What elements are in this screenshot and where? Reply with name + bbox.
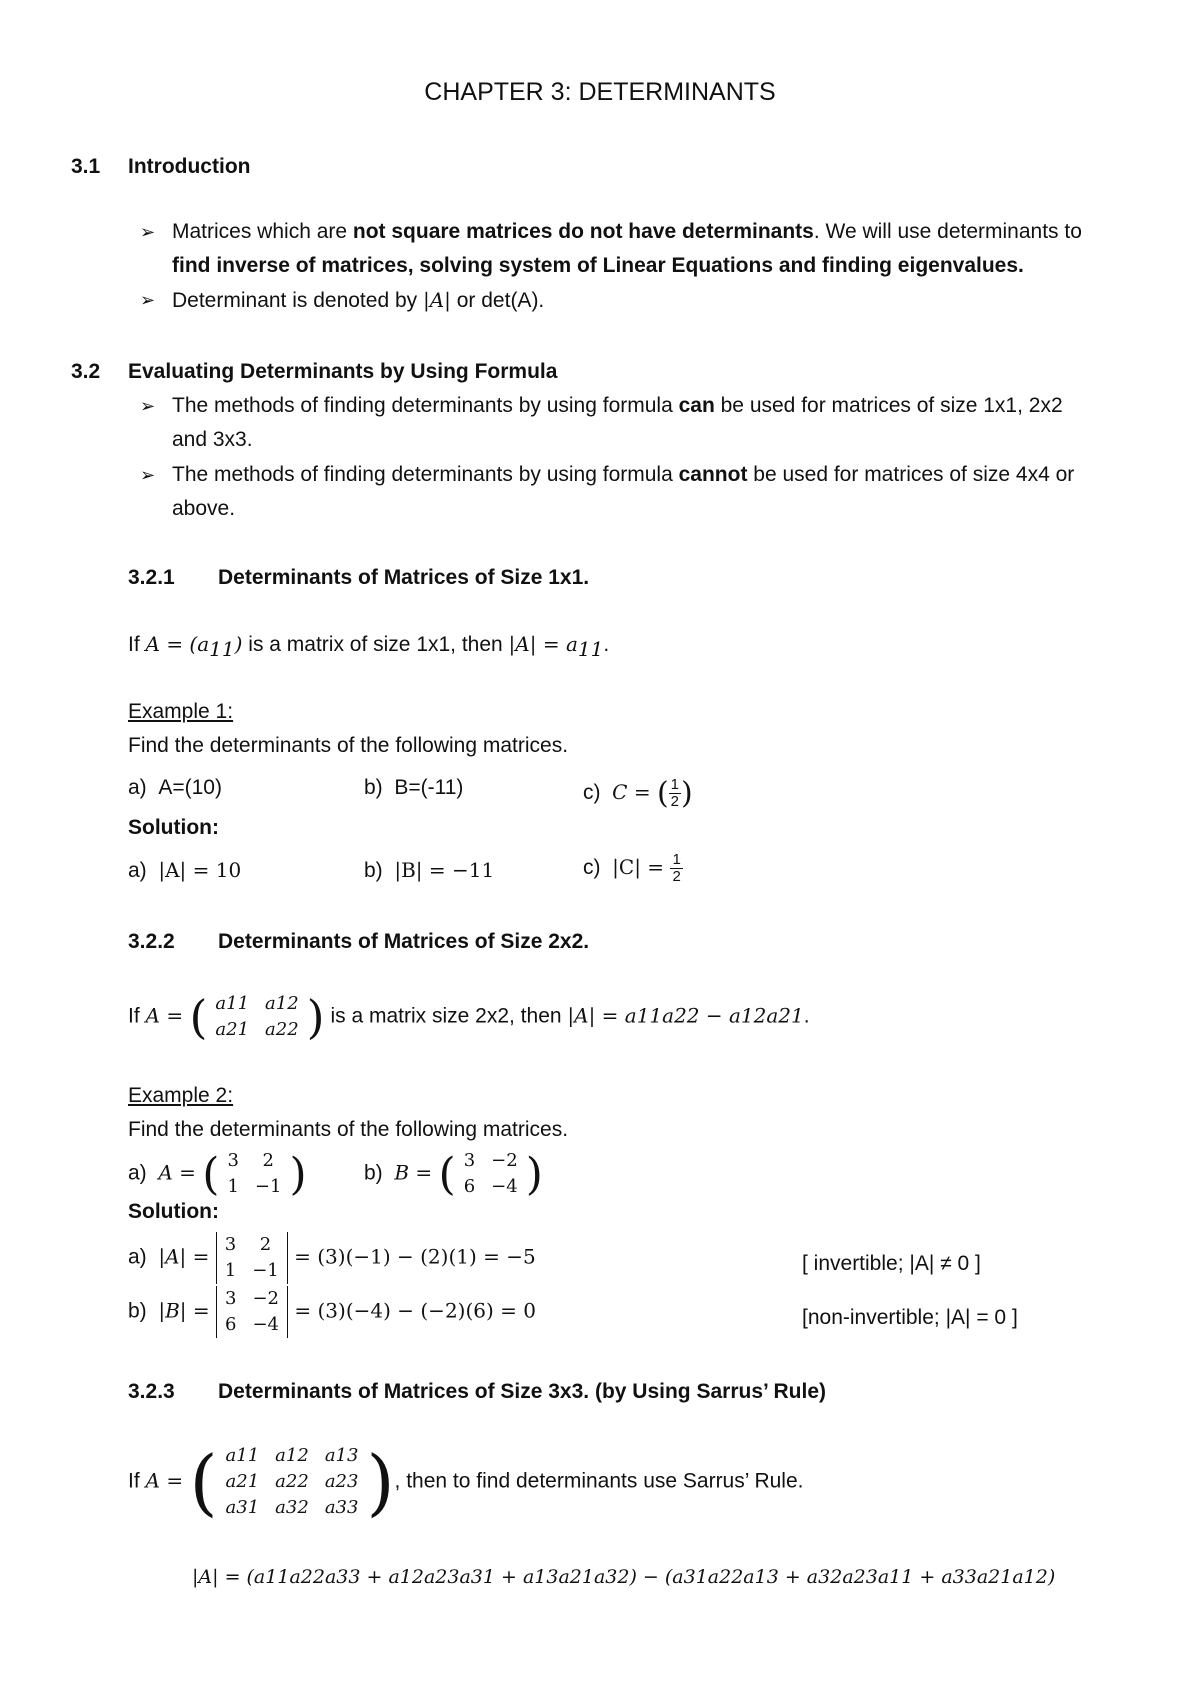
example-2-label: Example 2: (128, 1084, 234, 1107)
example-2-prompt: Find the determinants of the following matrices. (128, 1118, 569, 1141)
section-3-2-3-number: 3.2.3 (128, 1380, 175, 1403)
formula-bullet-1-line-1: The methods of finding determinants by using formula can be used for matrices of size 1x1, 2x2 (172, 394, 1063, 417)
section-3-2-1-number: 3.2.1 (128, 566, 175, 589)
example-1-solution-label: Solution: (128, 816, 219, 839)
section-3-2-heading: Evaluating Determinants by Using Formula (128, 360, 558, 383)
example-1-answer-b: b) |B| = −11 (364, 858, 495, 882)
example-1-prompt: Find the determinants of the following matrices. (128, 734, 569, 757)
example-1-answer-a: a) |A| = 10 (128, 858, 242, 882)
example-1-label: Example 1: (128, 700, 234, 723)
section-3-2-3-heading: Determinants of Matrices of Size 3x3. (by Using Sarrus’ Rule) (218, 1380, 827, 1403)
bullet-arrow-icon: ➢ (140, 290, 156, 310)
bullet-arrow-icon: ➢ (140, 396, 156, 416)
intro-bullet-2: Determinant is denoted by |A| or det(A). (172, 288, 545, 312)
bullet-arrow-icon: ➢ (140, 465, 156, 485)
formula-bullet-1-line-2: and 3x3. (172, 428, 253, 451)
intro-bullet-1-line-1: Matrices which are not square matrices do not have determinants. We will use determinants to (172, 220, 1082, 243)
section-3-2-1-heading: Determinants of Matrices of Size 1x1. (218, 566, 590, 589)
formula-bullet-2-line-2: above. (172, 497, 236, 520)
example-2-question-b: b) B = ( 3 −2 6 −4 ) (364, 1148, 543, 1200)
bullet-arrow-icon: ➢ (140, 222, 156, 242)
section-3-2-2-heading: Determinants of Matrices of Size 2x2. (218, 930, 590, 953)
section-3-2-number: 3.2 (71, 360, 101, 383)
example-2-answer-a: a) |A| = 3 2 1 −1 = (3)(−1) − (2)(1) = −5 (128, 1232, 536, 1284)
example-1-answer-c: c) |C| = $\frac{1}{2}$ (583, 851, 681, 885)
sarrus-formula: |A| = (a11a22a33 + a12a23a31 + a13a21a32) − (a31a22a13 + a32a23a11 + a33a21a12) (192, 1566, 1056, 1588)
definition-2x2: If A = ( a11 a12 a21 a22 ) is a matrix size 2x2, then |A| = a11a22 − a12a21. (128, 990, 810, 1044)
example-2-note-a: [ invertible; |A| ≠ 0 ] (802, 1252, 981, 1275)
section-3-1-number: 3.1 (71, 155, 101, 178)
definition-3x3: If A = ( a11 a12 a13 a21 a22 a23 a31 a32 a33 ), then to find determinants use Sarrus’ Rule. (128, 1440, 804, 1524)
page-title: CHAPTER 3: DETERMINANTS (424, 78, 776, 106)
example-2-note-b: [non-invertible; |A| = 0 ] (802, 1306, 1018, 1329)
intro-bullet-1-line-2: find inverse of matrices, solving system of Linear Equations and finding eigenvalues. (172, 254, 1024, 277)
example-2-question-a: a) A = ( 3 2 1 −1 ) (128, 1148, 307, 1200)
formula-bullet-2-line-1: The methods of finding determinants by using formula cannot be used for matrices of size 4x4 or (172, 463, 1075, 486)
example-2-solution-label: Solution: (128, 1200, 219, 1223)
example-1-question-a: a) A=(10) (128, 776, 222, 799)
example-2-answer-b: b) |B| = 3 −2 6 −4 = (3)(−4) − (−2)(6) = 0 (128, 1286, 536, 1338)
definition-1x1: If $A = (a_{11})$ is a matrix of size 1x1, then $|A| = a_{11}$. (128, 632, 610, 662)
example-1-question-c: c) C = ( $\frac{1}{2}$ ) (583, 776, 693, 811)
section-3-1-heading: Introduction (128, 155, 251, 178)
example-1-question-b: b) B=(-11) (364, 776, 464, 799)
section-3-2-2-number: 3.2.2 (128, 930, 175, 953)
